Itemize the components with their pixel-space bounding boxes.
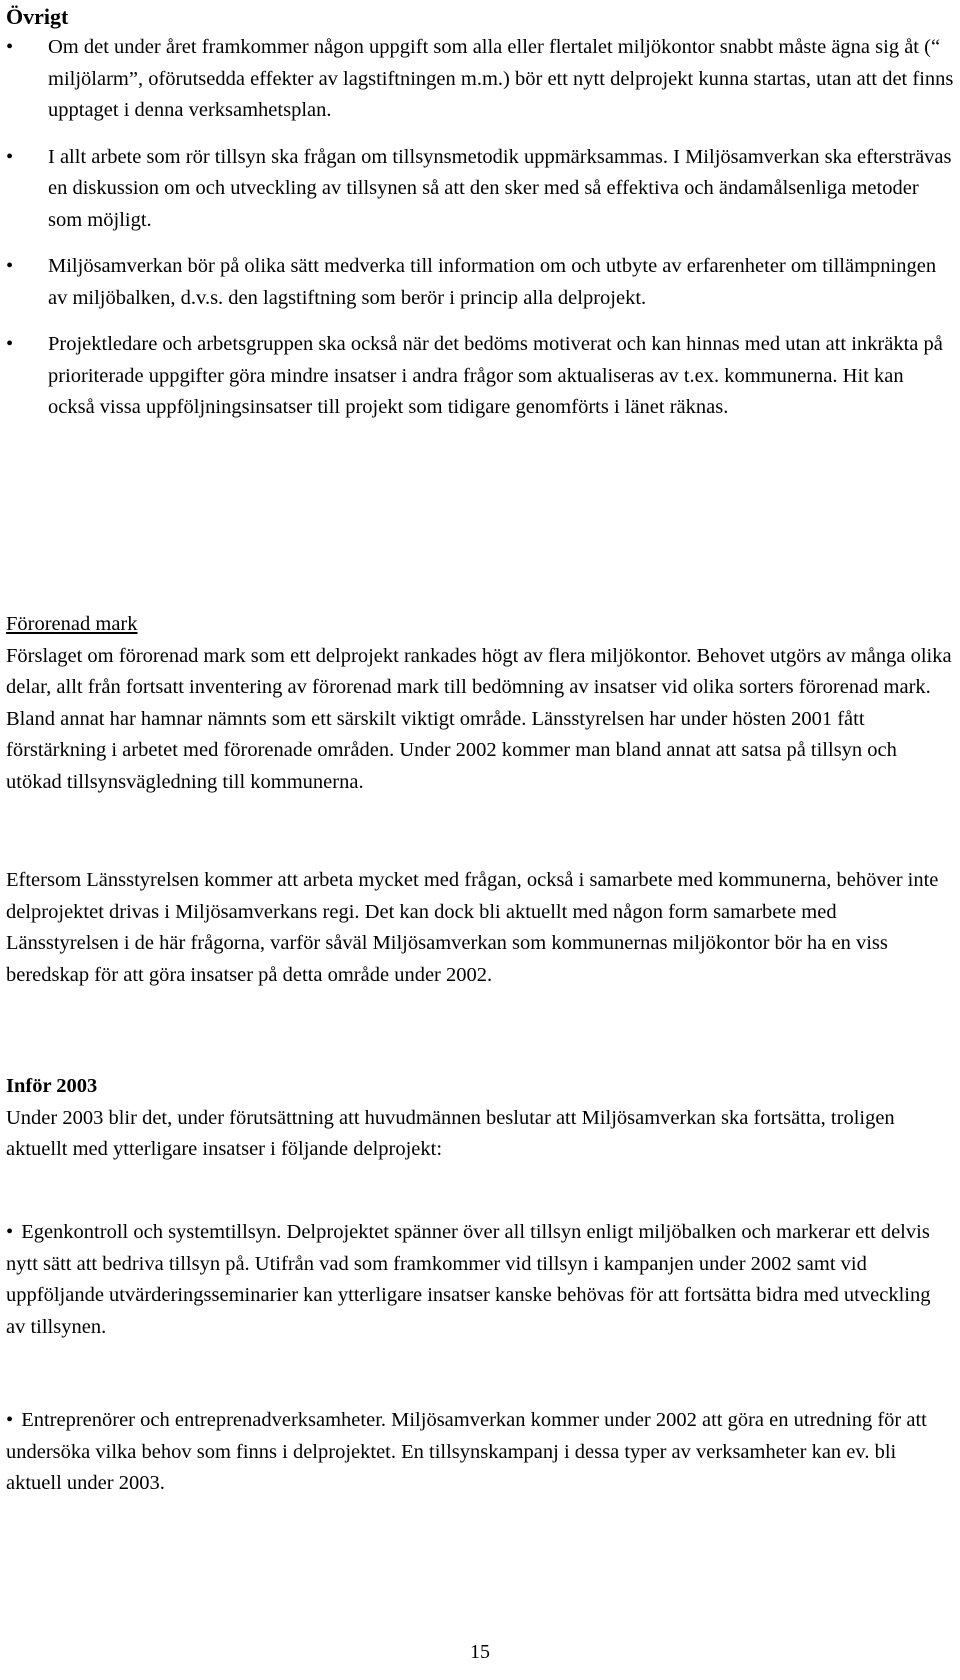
section-heading-fororenad-mark: Förorenad mark [6,613,138,635]
bullet-icon: • [6,36,14,58]
bullet-icon: • [6,1221,14,1243]
bullet-icon: • [6,333,14,355]
infor-2003-section [6,1071,954,1166]
list-item-text: Entreprenörer och entreprenadverksamheter. Miljösamverkan kommer under 2002 att göra en utredning för att undersöka vilka behov som finns i delprojektet. En tillsynskampanj i dessa typer av verksamheter kan ev. bli aktuell under 2003. [6,1409,927,1494]
list-item-text: I allt arbete som rör tillsyn ska frågan om tillsynsmetodik uppmärksammas. I Miljösamverkan ska eftersträvas en diskussion om och utveckling av tillsynen så att den sker med så effektiva och ändamålsenliga metoder som möjligt. [48,145,952,231]
bullet-icon: • [6,1409,14,1431]
section-heading-infor-2003: Inför 2003 [6,1075,98,1097]
list-item-text: Om det under året framkommer någon uppgift som alla eller flertalet miljökontor snabbt måste ägna sig åt (“ miljölarm”, oförutsedda effekter av lagstiftningen m.m.) bör ett nytt delprojekt kunna startas, utan att det finns upptaget i denna verksamhetsplan. [48,36,954,121]
page-number: 15 [470,1641,490,1663]
list-item [6,329,954,424]
list-item [6,1405,954,1500]
list-item-text: Miljösamverkan bör på olika sätt medverka till information om och utbyte av erfarenheter om tillämpningen av miljöbalken, d.v.s. den lagstiftning som berör i princip alla delprojekt. [48,255,937,309]
list-item [6,32,954,127]
list-item-text: Projektledare och arbetsgruppen ska också när det bedöms motiverat och kan hinnas med utan att inkräkta på prioriterade uppgifter göra mindre insatser i andra frågor som aktualiseras av t.ex. kommunerna. Hit kan också vissa uppföljningsinsatser till projekt som tidigare genomförts i länet räknas. [48,333,943,418]
list-item [6,1217,954,1343]
paragraph: Eftersom Länsstyrelsen kommer att arbeta mycket med frågan, också i samarbete med kommunerna, behöver inte delprojektet drivas i Miljösamverkans regi. Det kan dock bli aktuellt med någon form samarbete med Länsstyrelsen i de här frågorna, varför såväl Miljösamverkan som kommunernas miljökontor bör ha en viss beredskap för att göra insatser på detta område under 2002. [6,869,939,986]
paragraph: Under 2003 blir det, under förutsättning att huvudmännen beslutar att Miljösamverkan ska fortsätta, troligen aktuellt med ytterligare insatser i följande delprojekt: [6,1106,895,1160]
ovrigt-bullet-list [6,32,954,439]
list-item [6,251,954,314]
list-item-text: Egenkontroll och systemtillsyn. Delprojektet spänner över all tillsyn enligt miljöbalken och markerar ett delvis nytt sätt att bedriva tillsyn på. Utifrån vad som framkommer vid tillsyn i kampanjen under 2002 samt vid uppföljande utvärderingsseminarier kan ytterligare insatser kanske behövas för att fortsätta bidra med utveckling av tillsynen. [6,1221,931,1338]
paragraph: Förslaget om förorenad mark som ett delprojekt rankades högt av flera miljökontor. Behovet utgörs av många olika delar, allt från fortsatt inventering av förorenad mark till bedömning av insatser vid olika sorters förorenad mark. Bland annat har hamnar nämnts som ett särskilt viktigt område. Länsstyrelsen har under hösten 2001 fått förstärkning i arbetet med förorenade områden. Under 2002 kommer man bland annat att satsa på tillsyn och utökad tillsynsvägledning till kommunerna. [6,644,952,793]
bullet-icon: • [6,145,14,168]
list-item [6,142,954,237]
bullet-icon: • [6,255,14,277]
fororenad-mark-section [6,609,954,798]
document-page [6,0,954,1680]
section-heading-ovrigt: Övrigt [6,4,69,29]
